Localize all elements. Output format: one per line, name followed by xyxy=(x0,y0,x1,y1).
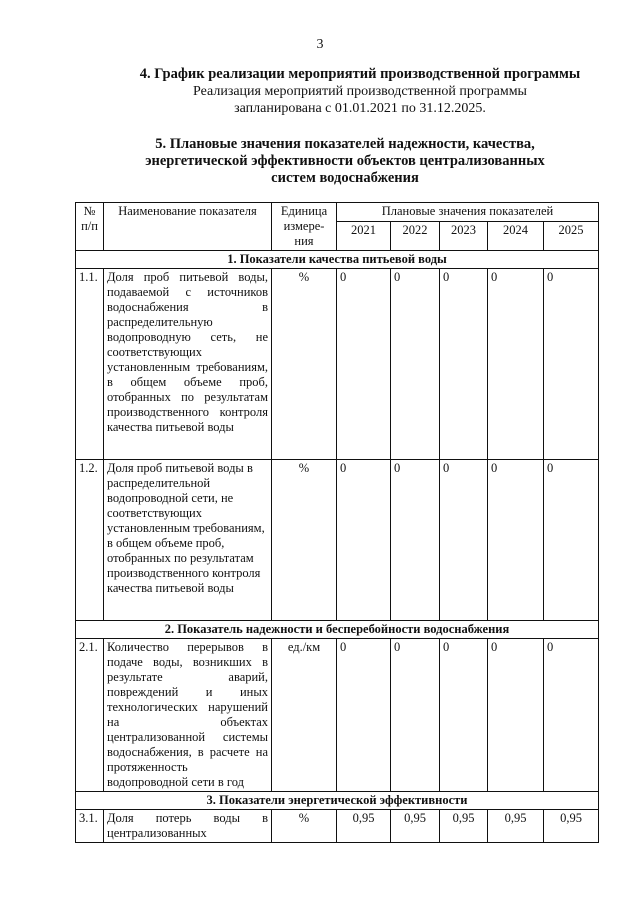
row-name: Доля проб питьевой воды, подаваемой с источников водоснабжения в распределительную водопроводную сеть, не соответствующих установленным требованиям, в общем объеме проб, отобранных по результатам производственного контроля качества питьевой воды xyxy=(104,269,272,460)
section-5-title-line-1: 5. Плановые значения показателей надежности, качества, xyxy=(155,136,535,152)
section-title: 1. Показатели качества питьевой воды xyxy=(76,251,599,269)
row-number: 1.1. xyxy=(76,269,104,460)
section-5-title xyxy=(110,136,580,187)
section-row xyxy=(76,621,599,639)
row-unit: % xyxy=(272,460,337,621)
table-row xyxy=(76,639,599,792)
header-year: 2025 xyxy=(544,222,599,251)
row-name: Доля потерь воды в централизованных xyxy=(104,810,272,843)
row-value: 0 xyxy=(337,269,391,460)
table-row xyxy=(76,269,599,460)
table-row xyxy=(76,460,599,621)
row-value: 0 xyxy=(488,269,544,460)
row-value: 0 xyxy=(544,639,599,792)
row-value: 0,95 xyxy=(488,810,544,843)
row-value: 0,95 xyxy=(391,810,440,843)
header-unit: Единица измере-ния xyxy=(272,203,337,251)
header-num: № п/п xyxy=(76,203,104,251)
row-name: Количество перерывов в подаче воды, возникших в результате аварий, повреждений и иных технологических нарушений на объектах централизованной системы водоснабжения, в расчете на протяженность водопроводной сети в год xyxy=(104,639,272,792)
section-title: 2. Показатель надежности и бесперебойности водоснабжения xyxy=(76,621,599,639)
table-row xyxy=(76,810,599,843)
section-row xyxy=(76,792,599,810)
row-value: 0 xyxy=(440,460,488,621)
row-value: 0 xyxy=(337,460,391,621)
row-value: 0 xyxy=(440,639,488,792)
row-value: 0 xyxy=(544,269,599,460)
row-value: 0,95 xyxy=(337,810,391,843)
row-number: 2.1. xyxy=(76,639,104,792)
section-4-line-1: Реализация мероприятий производственной программы xyxy=(193,84,527,99)
row-value: 0 xyxy=(544,460,599,621)
header-planned-values: Плановые значения показателей xyxy=(337,203,599,222)
header-name: Наименование показателя xyxy=(104,203,272,251)
header-year: 2023 xyxy=(440,222,488,251)
row-number: 1.2. xyxy=(76,460,104,621)
row-unit: ед./км xyxy=(272,639,337,792)
row-value: 0 xyxy=(391,269,440,460)
section-4-line-2: запланирована с 01.01.2021 по 31.12.2025. xyxy=(234,101,486,116)
section-5-title-line-2: энергетической эффективности объектов централизованных xyxy=(145,153,545,169)
row-value: 0 xyxy=(391,460,440,621)
row-value: 0 xyxy=(337,639,391,792)
section-4-text xyxy=(150,83,570,117)
header-year: 2021 xyxy=(337,222,391,251)
section-4-title: 4. График реализации мероприятий производственной программы xyxy=(139,66,581,82)
page-number: 3 xyxy=(316,37,324,52)
section-title: 3. Показатели энергетической эффективности xyxy=(76,792,599,810)
row-value: 0 xyxy=(488,460,544,621)
header-year: 2024 xyxy=(488,222,544,251)
indicators-table xyxy=(75,202,599,843)
row-value: 0,95 xyxy=(440,810,488,843)
row-value: 0 xyxy=(391,639,440,792)
table-header-row xyxy=(76,203,599,222)
section-row xyxy=(76,251,599,269)
row-number: 3.1. xyxy=(76,810,104,843)
row-value: 0 xyxy=(440,269,488,460)
row-unit: % xyxy=(272,269,337,460)
row-value: 0 xyxy=(488,639,544,792)
row-unit: % xyxy=(272,810,337,843)
section-5-title-line-3: систем водоснабжения xyxy=(271,170,419,186)
row-value: 0,95 xyxy=(544,810,599,843)
row-name: Доля проб питьевой воды в распределительной водопроводной сети, не соответствующих установленным требованиям, в общем объеме проб, отобранных по результатам производственного контроля качества питьевой воды xyxy=(104,460,272,621)
header-year: 2022 xyxy=(391,222,440,251)
